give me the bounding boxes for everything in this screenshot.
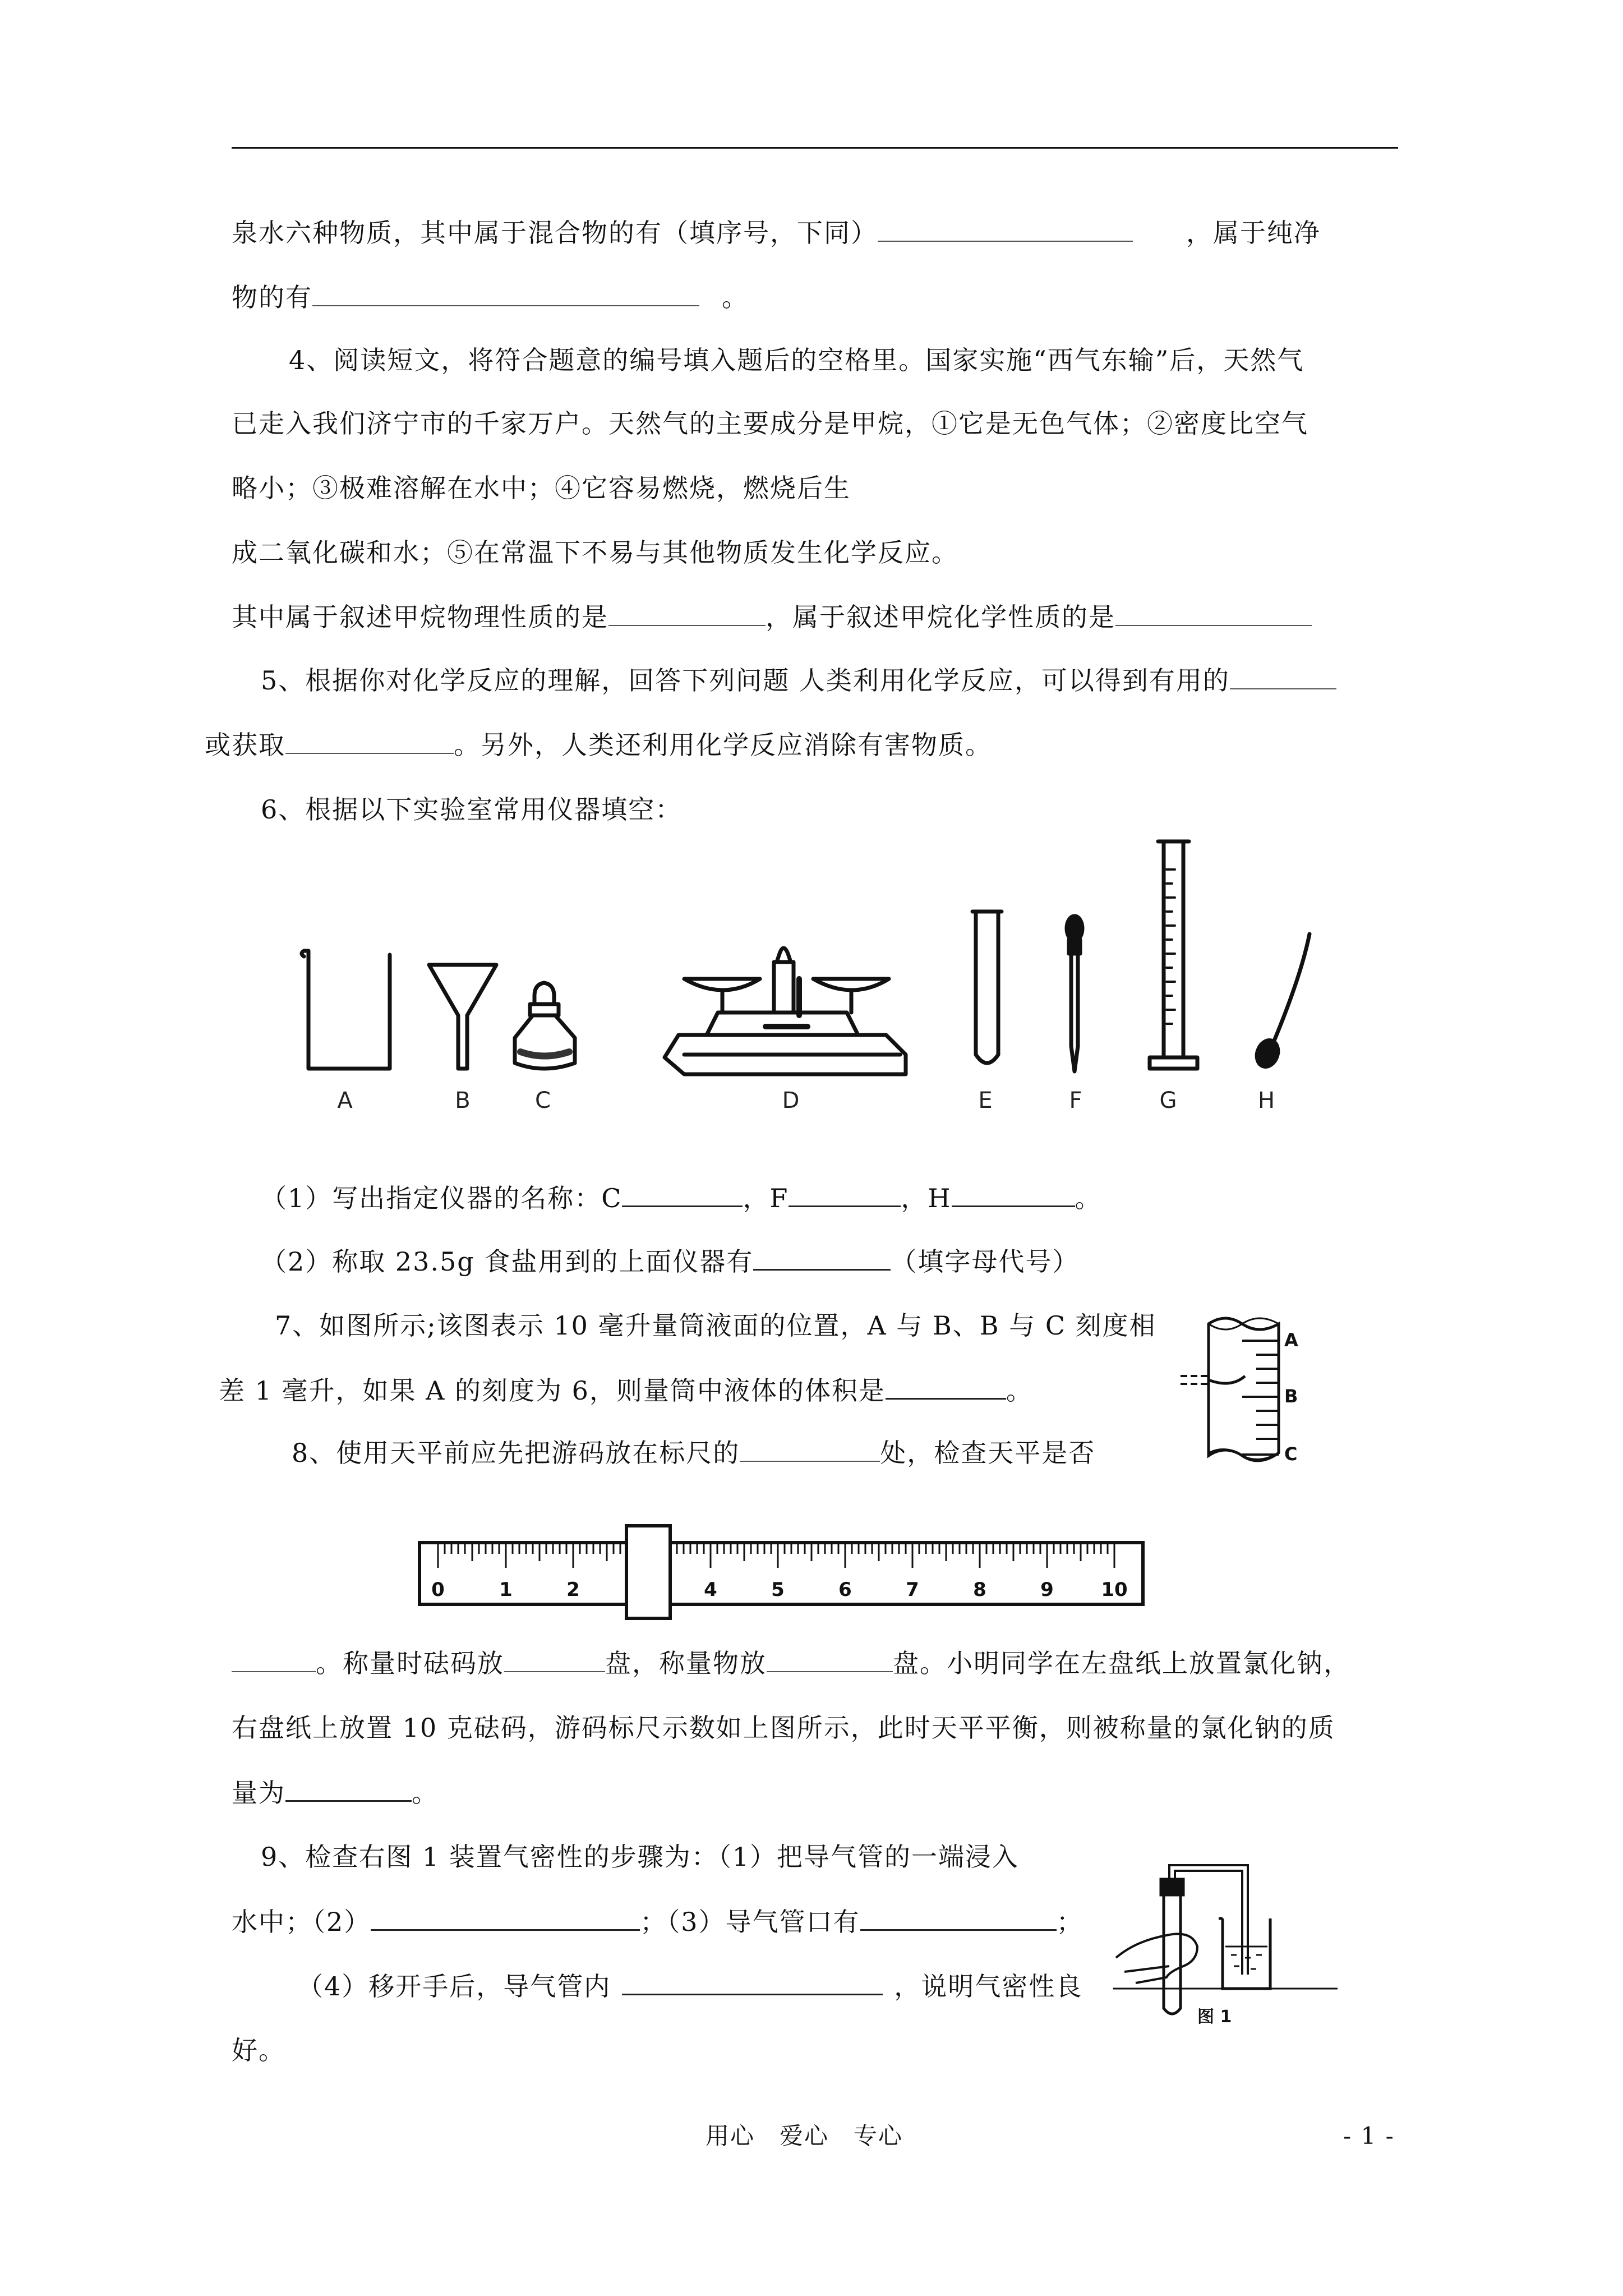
q7-line-2: 差 1 毫升，如果 A 的刻度为 6，则量筒中液体的体积是 。 — [219, 1373, 1033, 1407]
q7-line-1: 7、如图所示;该图表示 10 毫升量筒液面的位置，A 与 B、B 与 C 刻度相 — [275, 1310, 1156, 1341]
dropper-icon — [1067, 916, 1082, 1071]
funnel-icon — [429, 965, 496, 1069]
scale-label-6: 6 — [838, 1579, 852, 1601]
scale-label-0: 0 — [431, 1579, 445, 1601]
answer-blank-mixtures[interactable] — [878, 216, 1133, 242]
q3-line-1: 泉水六种物质，其中属于混合物的有（填序号，下同） ，属于纯净 — [232, 216, 1321, 250]
answer-blank-instruments[interactable] — [753, 1244, 891, 1271]
answer-blank-step4[interactable] — [622, 1969, 883, 1995]
answer-blank-mass[interactable] — [285, 1775, 412, 1802]
test-tube-icon — [972, 912, 1002, 1063]
answer-blank-balanced[interactable] — [232, 1646, 316, 1672]
scale-label-7: 7 — [906, 1579, 919, 1601]
q5-line-2: 或获取 。另外，人类还利用化学反应消除有害物质。 — [205, 728, 992, 762]
scale-label-8: 8 — [973, 1579, 986, 1601]
cylinder-label-b: B — [1284, 1386, 1298, 1407]
cylinder-label-c: C — [1284, 1443, 1298, 1465]
apparatus-label-a: A — [337, 1088, 353, 1114]
q6-sub2: （2）称取 23.5g 食盐用到的上面仪器有 （填字母代号） — [261, 1244, 1079, 1278]
q4-line-2: 已走入我们济宁市的千家万户。天然气的主要成分是甲烷，①它是无色气体；②密度比空气 — [232, 408, 1308, 439]
scale-label-4: 4 — [704, 1579, 717, 1601]
figure-1-caption: 图 1 — [1197, 2007, 1232, 2027]
answer-blank-chemical[interactable] — [1115, 600, 1312, 626]
beaker-icon — [302, 951, 390, 1069]
apparatus-label-c: C — [535, 1088, 551, 1114]
q9-line-4: 好。 — [232, 2035, 285, 2065]
q9-line-2: 水中；（2） ；（3）导气管口有 ； — [232, 1904, 1083, 1939]
apparatus-figure — [292, 836, 1357, 1128]
q8-line-3: 右盘纸上放置 10 克砝码，游码标尺示数如上图所示，此时天平平衡，则被称量的氯化钠的质 — [232, 1713, 1335, 1743]
graduated-cylinder-icon — [1150, 841, 1197, 1069]
answer-blank-pure[interactable] — [312, 280, 699, 306]
q6-sub1: （1）写出指定仪器的名称：C ，F ，H 。 — [261, 1181, 1102, 1215]
answer-blank-physical[interactable] — [608, 600, 766, 626]
answer-blank-zero[interactable] — [740, 1436, 880, 1462]
apparatus-label-g: G — [1159, 1088, 1177, 1114]
answer-blank-step2[interactable] — [371, 1904, 640, 1931]
header-rule — [232, 147, 1398, 149]
q4-line-4: 成二氧化碳和水；⑤在常温下不易与其他物质发生化学反应。 — [232, 537, 958, 568]
footer-motto: 用心 爱心 专心 — [706, 2122, 903, 2150]
cylinder-label-a: A — [1284, 1329, 1298, 1351]
apparatus-label-f: F — [1069, 1088, 1082, 1114]
rider-scale-figure — [418, 1523, 1158, 1624]
apparatus-label-b: B — [455, 1088, 471, 1114]
q8-line-4: 量为 。 — [232, 1775, 439, 1810]
q9-line-3: （4）移开手后，导气管内 ，说明气密性良 — [297, 1969, 1082, 2003]
answer-blank-h[interactable] — [952, 1181, 1075, 1207]
answer-blank-obtain[interactable] — [285, 728, 454, 754]
apparatus-label-e: E — [978, 1088, 993, 1114]
alcohol-lamp-icon — [515, 983, 575, 1069]
q3-line-2: 物的有 。 — [232, 280, 749, 314]
q4-line-5: 其中属于叙述甲烷物理性质的是 ，属于叙述甲烷化学性质的是 — [232, 600, 1312, 634]
answer-blank-volume[interactable] — [886, 1373, 1006, 1400]
answer-blank-c[interactable] — [622, 1181, 743, 1207]
balance-icon — [665, 948, 906, 1074]
airtightness-figure-1 — [1113, 1862, 1349, 2042]
scale-label-1: 1 — [499, 1579, 513, 1601]
q4-line-3: 略小；③极难溶解在水中；④它容易燃烧，燃烧后生 — [232, 473, 851, 503]
spoon-icon — [1253, 934, 1310, 1070]
apparatus-label-h: H — [1257, 1088, 1275, 1114]
q8-line-1: 8、使用天平前应先把游码放在标尺的 处，检查天平是否 — [292, 1436, 1095, 1470]
q4-line-1: 4、阅读短文，将符合题意的编号填入题后的空格里。国家实施“西气东输”后，天然气 — [289, 345, 1304, 375]
q9-line-1: 9、检查右图 1 装置气密性的步骤为：（1）把导气管的一端浸入 — [261, 1842, 1020, 1872]
answer-blank-f[interactable] — [789, 1181, 901, 1207]
answer-blank-weight-pan[interactable] — [504, 1646, 605, 1672]
scale-label-10: 10 — [1101, 1579, 1128, 1601]
answer-blank-step3[interactable] — [860, 1904, 1057, 1931]
page-number: - 1 - — [1343, 2122, 1395, 2150]
q8-line-2: 。称量时砝码放 盘，称量物放 盘。小明同学在左盘纸上放置氯化钠， — [232, 1646, 1350, 1680]
scale-label-9: 9 — [1040, 1579, 1054, 1601]
scale-label-2: 2 — [566, 1579, 580, 1601]
answer-blank-useful[interactable] — [1230, 664, 1336, 689]
answer-blank-object-pan[interactable] — [767, 1646, 893, 1672]
q5-line-1: 5、根据你对化学反应的理解，回答下列问题 人类利用化学反应，可以得到有用的 — [261, 664, 1336, 697]
apparatus-label-d: D — [782, 1088, 800, 1114]
cylinder-reading-figure — [1175, 1310, 1332, 1478]
q6-title: 6、根据以下实验室常用仪器填空： — [261, 794, 683, 825]
scale-label-5: 5 — [771, 1579, 785, 1601]
